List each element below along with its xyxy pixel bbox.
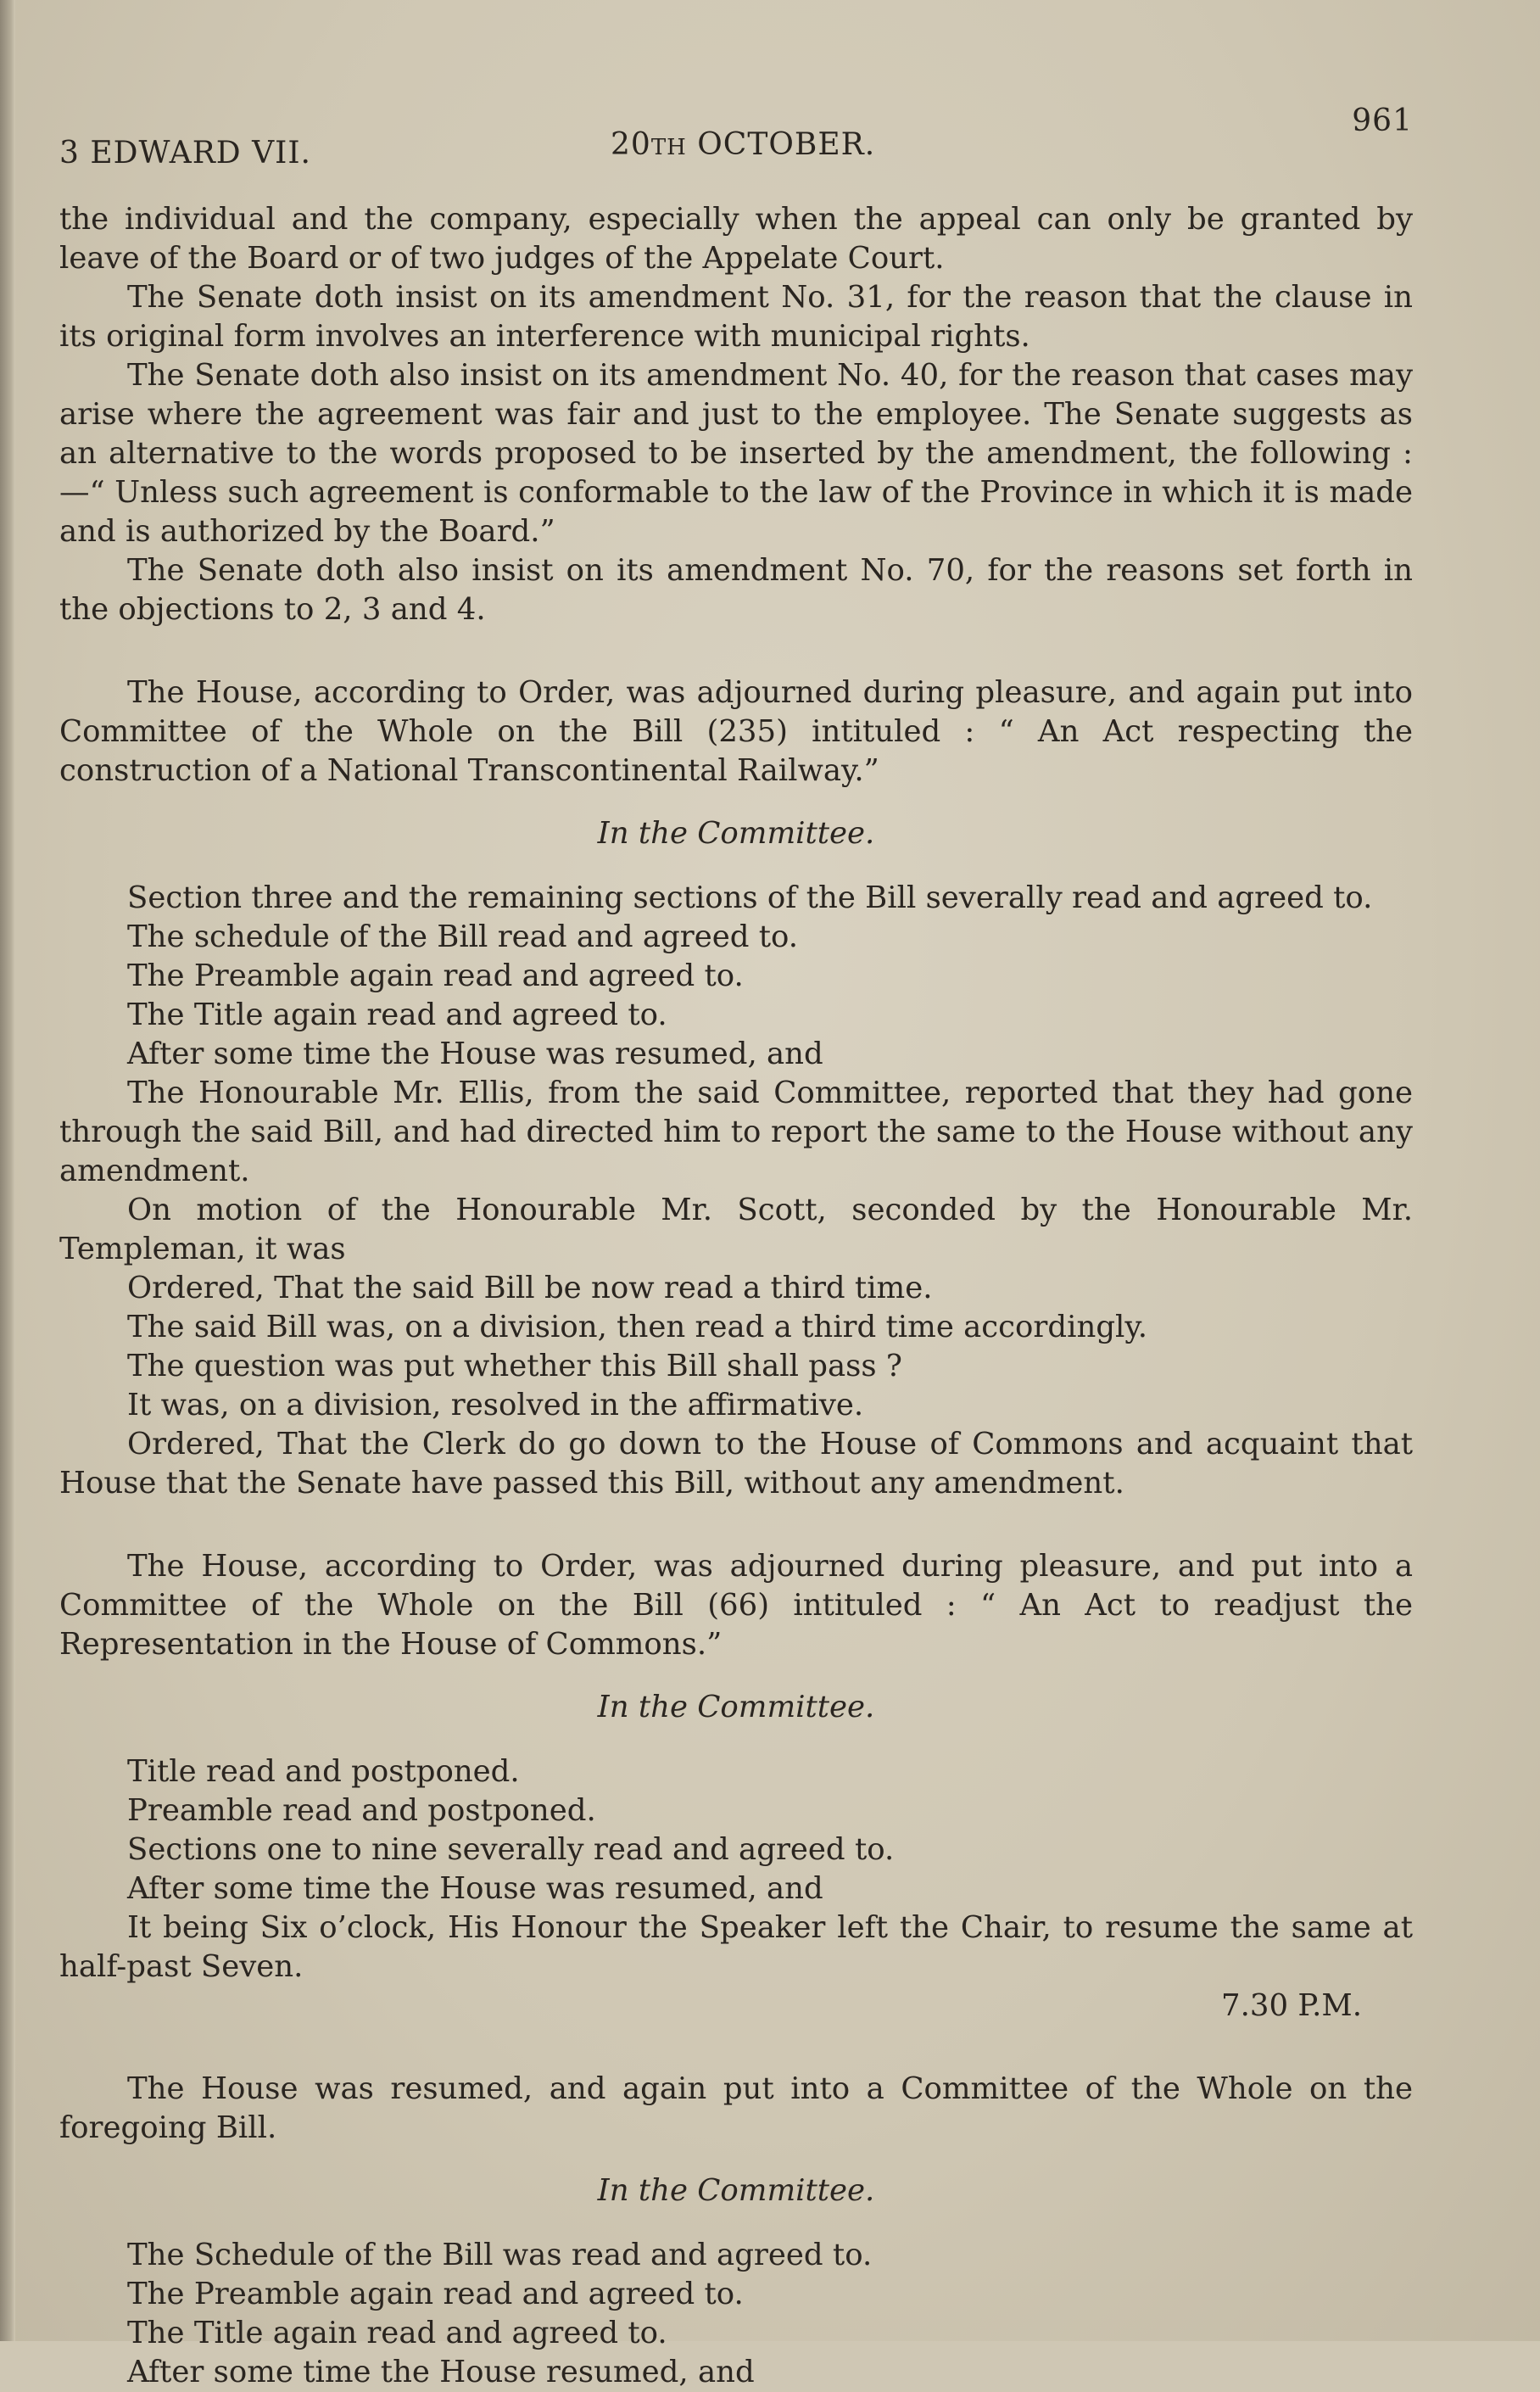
book-spine-shadow: [0, 0, 15, 2341]
record-line: Preamble read and postponed.: [127, 1793, 596, 1828]
section-intro: The House, according to Order, was adjourned during pleasure, and again put into Committee of the Whole on the Bill (235) intituled : “ An Act respecting the construction of a National Transcontinental Railway.”: [59, 675, 1413, 788]
paragraph: The Senate doth also insist on its amendment No. 40, for the reason that cases may arise where the agreement was fair and just to the employee. The Senate suggests as an alternative to the words proposed to be inserted by the amendment, the following :—“ Unless such agreement is conformable to the law of the Province in which it is made and is authorized by the Board.”: [59, 358, 1413, 549]
time-marker: 7.30 P.M.: [1221, 1988, 1362, 2023]
record-line: The Title again read and agreed to.: [127, 998, 667, 1032]
record-line: After some time the House was resumed, and: [127, 1037, 823, 1071]
record-line: The Preamble again read and agreed to.: [127, 958, 744, 993]
header-regnal-year: 3 EDWARD VII.: [59, 136, 311, 170]
record-line: The schedule of the Bill read and agreed to.: [127, 919, 799, 954]
record-line: The Title again read and agreed to.: [127, 2316, 667, 2350]
paragraph: The Senate doth also insist on its amendment No. 70, for the reasons set forth in the objections to 2, 3 and 4.: [59, 553, 1413, 627]
header-date: 20TH OCTOBER.: [611, 127, 876, 162]
record-line: It being Six o’clock, His Honour the Speaker left the Chair, to resume the same at half-past Seven.: [59, 1910, 1413, 1984]
record-line: Section three and the remaining sections of the Bill severally read and agreed to.: [127, 880, 1373, 915]
page-number: 961: [1352, 103, 1413, 138]
record-line: The Honourable Mr. Ellis, from the said Committee, reported that they had gone through the said Bill, and had directed him to report the same to the House without any amendment.: [59, 1076, 1413, 1188]
record-line: Title read and postponed.: [127, 1754, 520, 1789]
record-line: It was, on a division, resolved in the affirmative.: [127, 1388, 864, 1422]
section-intro: The House, according to Order, was adjourned during pleasure, and put into a Committee of the Whole on the Bill (66) intituled : “ An Act to readjust the Representation in the House of Commons.”: [59, 1549, 1413, 1662]
record-line: The question was put whether this Bill shall pass ?: [127, 1349, 902, 1383]
record-line: The Schedule of the Bill was read and agreed to.: [127, 2238, 873, 2272]
record-line: On motion of the Honourable Mr. Scott, seconded by the Honourable Mr. Templeman, it was: [59, 1193, 1413, 1266]
section-heading: In the Committee.: [597, 816, 875, 851]
record-line: The said Bill was, on a division, then read a third time accordingly.: [127, 1310, 1148, 1344]
paragraph: the individual and the company, especially when the appeal can only be granted by leave of the Board or of two judges of the Appelate Court.: [59, 202, 1413, 276]
record-line: Ordered, That the Clerk do go down to the House of Commons and acquaint that House that the Senate have passed this Bill, without any amendment.: [59, 1427, 1413, 1501]
record-line: The Preamble again read and agreed to.: [127, 2277, 744, 2311]
journal-text: [59, 200, 1413, 2392]
running-header: [59, 103, 1413, 195]
record-line: After some time the House was resumed, and: [127, 1871, 823, 1906]
record-line: Ordered, That the said Bill be now read a third time.: [127, 1271, 933, 1305]
record-line: Sections one to nine severally read and agreed to.: [127, 1832, 895, 1867]
section-intro: The House was resumed, and again put into a Committee of the Whole on the foregoing Bill.: [59, 2071, 1413, 2145]
section-heading: In the Committee.: [597, 1690, 875, 1724]
paragraph: The Senate doth insist on its amendment No. 31, for the reason that the clause in its original form involves an interference with municipal rights.: [59, 280, 1413, 354]
record-line: After some time the House resumed, and: [127, 2355, 755, 2389]
section-heading: In the Committee.: [597, 2173, 875, 2208]
